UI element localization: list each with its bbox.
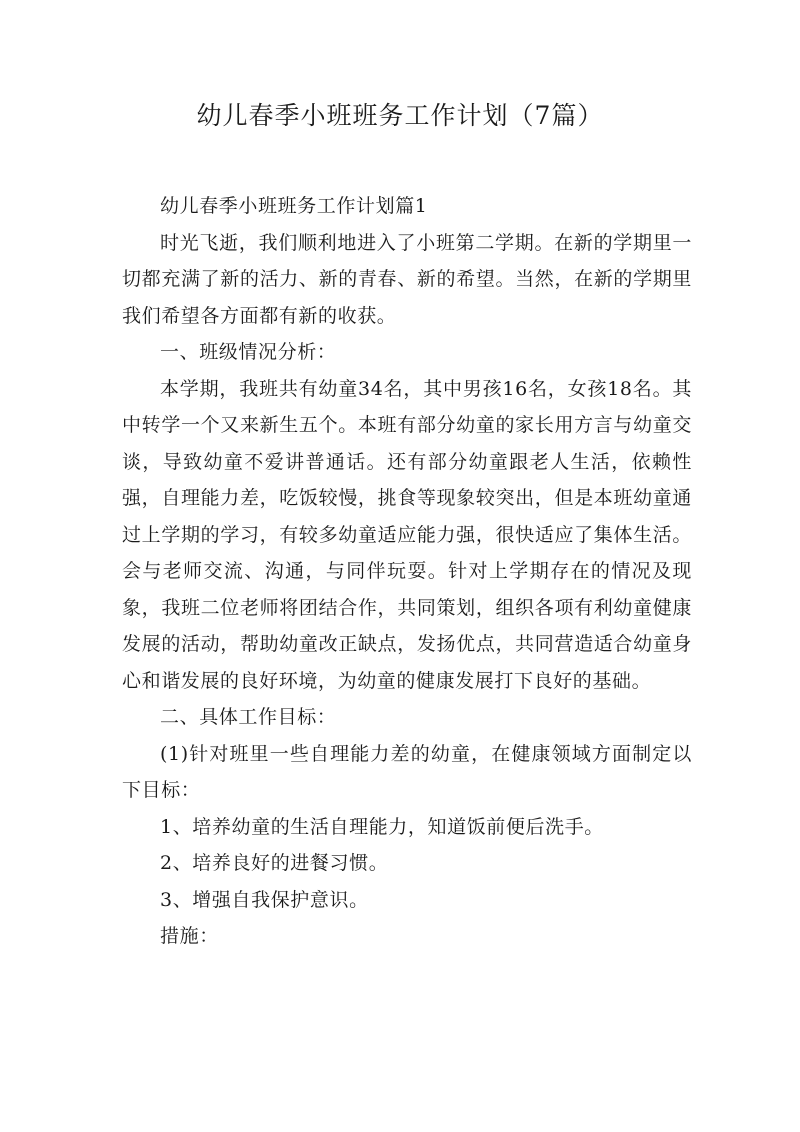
subheading: 一、班级情况分析： <box>160 341 337 363</box>
section-heading: 幼儿春季小班班务工作计划篇1 <box>160 195 428 217</box>
subheading: 措施： <box>160 925 219 947</box>
document-title: 幼儿春季小班班务工作计划（7篇） <box>196 101 604 130</box>
list-item: 2、培养良好的进餐习惯。 <box>160 852 389 874</box>
document-body <box>122 188 692 955</box>
paragraph: 时光飞逝，我们顺利地进入了小班第二学期。在新的学期里一切都充满了新的活力、新的青春、新的希望。当然，在新的学期里我们希望各方面都有新的收获。 <box>122 231 692 327</box>
paragraph: 本学期，我班共有幼童34名，其中男孩16名，女孩18名。其中转学一个又来新生五个。本班有部分幼童的家长用方言与幼童交谈，导致幼童不爱讲普通话。还有部分幼童跟老人生活，依赖性强，自理能力差，吃饭较慢，挑食等现象较突出，但是本班幼童通过上学期的学习，有较多幼童适应能力强，很快适应了集体生活。会与老师交流、沟通，与同伴玩耍。针对上学期存在的情况及现象，我班二位老师将团结合作，共同策划，组织各项有利幼童健康发展的活动，帮助幼童改正缺点，发扬优点，共同营造适合幼童身心和谐发展的良好环境，为幼童的健康发展打下良好的基础。 <box>122 377 692 692</box>
paragraph: (1)针对班里一些自理能力差的幼童，在健康领域方面制定以下目标： <box>122 742 692 801</box>
list-item: 3、增强自我保护意识。 <box>160 888 369 911</box>
list-item: 1、培养幼童的生活自理能力，知道饭前便后洗手。 <box>160 815 604 838</box>
subheading: 二、具体工作目标： <box>160 706 337 728</box>
